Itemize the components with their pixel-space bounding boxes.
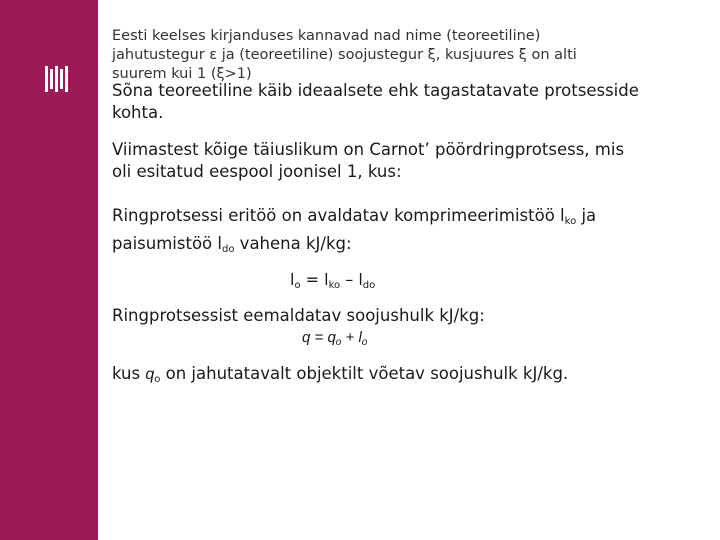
carnot-paragraph	[112, 139, 624, 183]
last-line: kus $q_o$ on jahutatavalt objektilt võetav soojushulk kJ/kg.	[112, 364, 569, 385]
ideal-line-2: kohta.	[112, 103, 164, 122]
university-logo-icon	[45, 66, 71, 92]
work-line-1: Ringprotsessi eritöö on avaldatav komprimeerimistöö $l_{ko}$ ja	[112, 206, 597, 227]
intro-line-2: jahutustegur ε ja (teoreetiline) soojustegur ξ, kusjuures ξ on alti	[112, 47, 577, 63]
intro-paragraph	[112, 27, 577, 84]
heat-line: Ringprotsessist eemaldatav soojushulk kJ/kg:	[112, 306, 485, 325]
work-formula: $l_o = l_{ko} - l_{do}$	[290, 270, 376, 291]
ideal-line-1: Sõna teoreetiline käib ideaalsete ehk tagastatavate protsesside	[112, 81, 639, 100]
work-paragraph	[112, 205, 596, 261]
intro-line-3: suurem kui 1 (ξ>1)	[112, 66, 252, 82]
work-line-2: paisumistöö $l_{do}$ vahena kJ/kg:	[112, 234, 352, 255]
heat-formula: $q = q_o + l_o$	[302, 329, 368, 348]
carnot-line-2: oli esitatud eespool joonisel 1, kus:	[112, 162, 402, 181]
sidebar-band	[0, 0, 98, 540]
carnot-line-1: Viimastest kõige täiuslikum on Carnot’ pöördringprotsess, mis	[112, 140, 625, 159]
intro-line-1: Eesti keelses kirjanduses kannavad nad nime (teoreetiline)	[112, 28, 541, 44]
ideal-paragraph	[112, 80, 639, 124]
